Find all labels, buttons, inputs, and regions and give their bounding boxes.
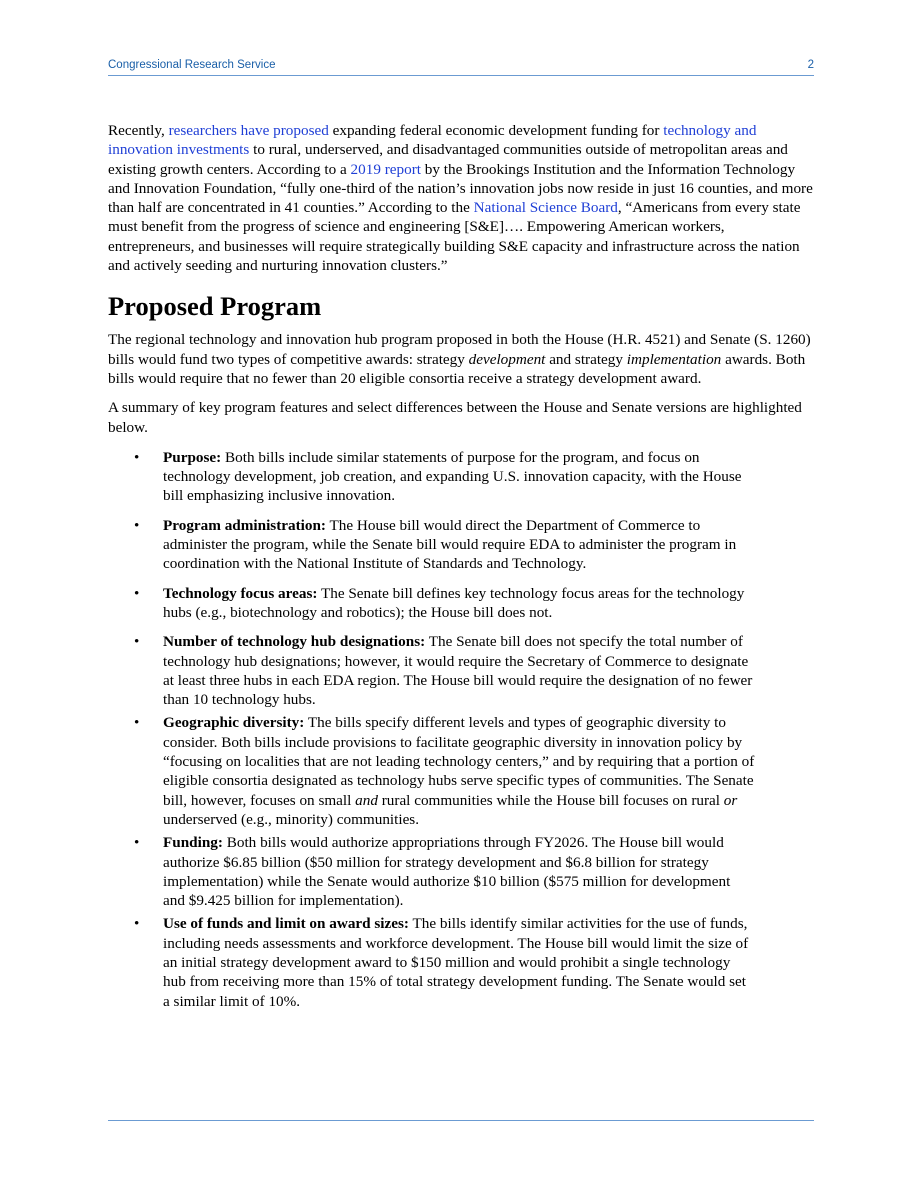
program-text-2: and strategy xyxy=(545,350,627,368)
item-text: The House bill would direct the Department of Commerce to administer the program, while the Senate bill would require EDA to administer the program in coordination with the National Institute of Standards and Technology. xyxy=(163,516,737,573)
intro-text-5: , “Americans from every state must benefit from the progress of science and engineering [S&E]…. Empowering American workers, entrepreneurs, and businesses will require strategically building S&E capacity and infrastructure across the nation and actively seeding and nurturing innovation clusters.” xyxy=(108,199,801,275)
report-2019-link[interactable]: 2019 report xyxy=(350,160,421,178)
item-title: Purpose: xyxy=(163,448,222,466)
intro-text-1: Recently, xyxy=(108,122,169,139)
item-text: rural communities while the House bill focuses on rural xyxy=(377,791,724,809)
page-number: 2 xyxy=(807,59,814,71)
program-text-1: The regional technology and innovation hub program proposed in both the House (H.R. 4521) and Senate (S. 1260) bills would fund two types of competitive awards: strategy xyxy=(108,331,811,368)
intro-paragraph xyxy=(108,121,814,275)
item-title: Funding: xyxy=(163,834,223,852)
bullet-icon: • xyxy=(134,448,140,466)
item-text: The bills specify different levels and types of geographic diversity to consider. Both bills include provisions to facilitate geographic diversity in innovation policy by “focusing on localities that are not leading technology centers,” and by requiring that a portion of eligible consortia designated as technology hubs serve specific types of communities. The Senate bill, however, focuses on small xyxy=(163,714,755,809)
item-text: The Senate bill defines key technology focus areas for the technology hubs (e.g., biotechnology and robotics); the House bill does not. xyxy=(163,584,745,621)
program-paragraph xyxy=(108,330,814,388)
intro-text-3: to rural, underserved, and disadvantaged communities outside of metropolitan areas and existing growth centers. According to a xyxy=(108,141,788,178)
bullet-icon: • xyxy=(134,834,140,852)
item-title: Number of technology hub designations: xyxy=(163,633,426,651)
item-text: Both bills would authorize appropriations through FY2026. The House bill would authorize $6.85 billion ($50 million for strategy development and $6.8 billion for strategy implementation) while the Senate would authorize $10 billion ($575 million for development and $9.425 billion for implementation). xyxy=(163,834,731,910)
item-text: The Senate bill does not specify the total number of technology hub designations; however, it would require the Secretary of Commerce to designate at least three hubs in each EDA region. The House bill would require the designation of no fewer than 10 technology hubs. xyxy=(163,633,753,709)
item-text: underserved (e.g., minority) communities. xyxy=(163,810,420,828)
program-italic-2: implementation xyxy=(626,350,722,368)
program-italic-1: development xyxy=(468,350,546,368)
document-body xyxy=(108,121,814,1015)
list-item xyxy=(108,713,755,829)
list-item xyxy=(108,516,755,574)
program-text-3: awards. Both bills would require that no fewer than 20 eligible consortia receive a strategy development award. xyxy=(108,350,806,387)
item-emphasis: and xyxy=(355,791,378,809)
intro-text-4: by the Brookings Institution and the Information Technology and Innovation Foundation, “fully one-third of the nation’s innovation jobs now reside in just 16 counties, and more than half are concentrated in 41 counties.” According to the xyxy=(108,160,813,217)
intro-text-2: expanding federal economic development funding for xyxy=(328,122,664,139)
bullet-icon: • xyxy=(134,516,140,534)
item-text: The bills identify similar activities for the use of funds, including needs assessments and workforce development. The House bill would limit the size of an initial strategy development award to $150 million and would prohibit a single technology hub from receiving more than 15% of total strategy development funding. The Senate would set a similar limit of 10%. xyxy=(163,915,749,1010)
bullet-icon: • xyxy=(134,714,140,732)
item-title: Use of funds and limit on award sizes: xyxy=(163,915,409,933)
page-header xyxy=(108,59,814,76)
item-text: Both bills include similar statements of purpose for the program, and focus on technology development, job creation, and expanding U.S. innovation capacity, with the House bill emphasizing inclusive innovation. xyxy=(163,448,742,505)
list-item xyxy=(108,448,755,506)
header-title: Congressional Research Service xyxy=(108,59,276,71)
list-item xyxy=(108,914,755,1010)
list-item xyxy=(108,833,755,910)
item-title: Program administration: xyxy=(163,516,326,534)
item-emphasis: or xyxy=(723,791,738,809)
researchers-proposed-link[interactable]: researchers have proposed xyxy=(168,122,329,139)
bullet-icon: • xyxy=(134,633,140,651)
bullet-icon: • xyxy=(134,915,140,933)
technology-investments-link[interactable]: technology and innovation investments xyxy=(108,122,757,159)
national-science-board-link[interactable]: National Science Board xyxy=(473,199,618,217)
bullet-icon: • xyxy=(134,584,140,602)
feature-list xyxy=(108,448,814,1011)
summary-paragraph: A summary of key program features and select differences between the House and Senate versions are highlighted below. xyxy=(108,399,802,436)
section-heading: Proposed Program xyxy=(108,291,322,322)
item-title: Geographic diversity: xyxy=(163,714,305,732)
item-title: Technology focus areas: xyxy=(163,584,318,602)
footer-rule xyxy=(108,1120,814,1121)
list-item xyxy=(108,632,755,709)
list-item xyxy=(108,584,755,623)
